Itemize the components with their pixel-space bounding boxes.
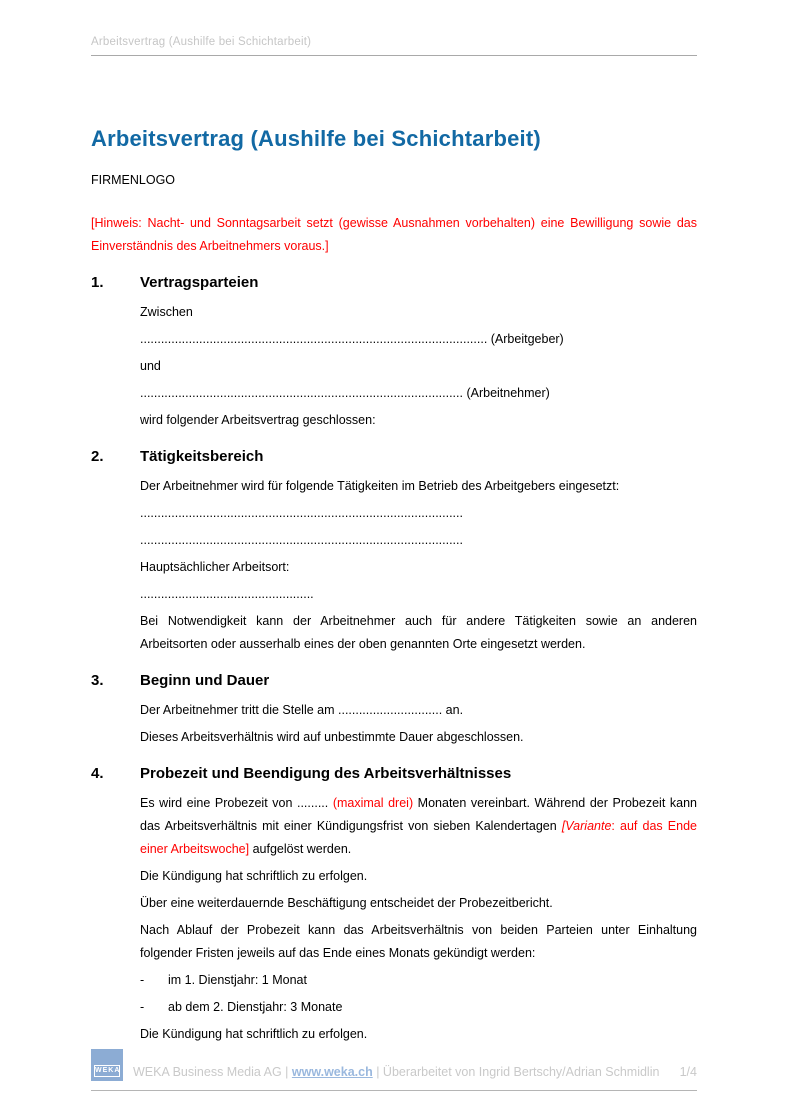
footer-text [133, 1065, 670, 1081]
dotted-blank-activity-2: ............................................................................................. [140, 533, 463, 547]
section-4-title: Probezeit und Beendigung des Arbeitsverhältnisses [140, 765, 512, 782]
paragraph-stellenantritt [140, 699, 697, 722]
stellenantritt-text-end: an. [442, 703, 464, 717]
paragraph-taetigkeiten-intro: Der Arbeitnehmer wird für folgende Tätigkeiten im Betrieb des Arbeitgebers eingesetzt: [140, 479, 620, 493]
blank-line-employer [140, 328, 697, 351]
footer-credit: Überarbeitet von Ingrid Bertschy/Adrian Schmidlin [382, 1065, 660, 1079]
section-3-number: 3. [91, 672, 104, 689]
red-variante-text: : auf das Ende einer Arbeitswoche] [140, 819, 701, 856]
paragraph-kuendigung-schriftlich-1: Die Kündigung hat schriftlich zu erfolgen. [140, 869, 368, 883]
section-taetigkeitsbereich [91, 447, 700, 656]
paragraph-contract-close: wird folgender Arbeitsvertrag geschlossen: [140, 413, 376, 427]
bullet-dash: - [140, 1000, 145, 1014]
running-header-title: Arbeitsvertrag (Aushilfe bei Schichtarbeit) [91, 36, 312, 48]
weka-logo [91, 1049, 123, 1081]
section-2-number: 2. [91, 448, 104, 465]
section-4-number: 4. [91, 765, 104, 782]
dotted-blank-employer: .................................................................................................... [140, 332, 488, 346]
stellenantritt-text-start: Der Arbeitnehmer tritt die Stelle am [140, 703, 338, 717]
paragraph-notwendigkeit: Bei Notwendigkeit kann der Arbeitnehmer auch für andere Tätigkeiten sowie an anderen Arbeitsorten oder ausserhalb eines der oben genannten Orte eingesetzt werden. [140, 614, 700, 651]
blank-line-arbeitsort [140, 583, 697, 606]
red-note-maximal-drei: (maximal drei) [332, 796, 414, 810]
page-number: 1/4 [679, 1065, 697, 1079]
document-body [91, 113, 701, 1050]
bullet-dash: - [140, 973, 145, 987]
weka-logo-wordmark: WEKA [94, 1065, 120, 1077]
company-logo-placeholder: FIRMENLOGO [91, 173, 176, 187]
list-item-dienstjahr-2 [140, 996, 697, 1019]
dotted-blank-employee: ............................................................................................. [140, 386, 463, 400]
footer-weka-link[interactable]: www.weka.ch [291, 1065, 373, 1079]
section-1-title: Vertragsparteien [140, 274, 259, 291]
list-item-dienstjahr-1 [140, 969, 697, 992]
bullet-text-1: im 1. Dienstjahr: 1 Monat [168, 973, 307, 987]
section-vertragsparteien [91, 273, 697, 432]
paragraph-zwischen: Zwischen [140, 305, 193, 319]
section-2-heading [91, 447, 697, 466]
bullet-text-2: ab dem 2. Dienstjahr: 3 Monate [168, 1000, 343, 1014]
probezeit-run-1: Es wird eine Probezeit von [140, 796, 297, 810]
paragraph-und: und [140, 359, 161, 373]
footer-separator-2: | [372, 1065, 383, 1079]
blank-line-activity-2 [140, 529, 697, 552]
paragraph-nach-ablauf: Nach Ablauf der Probezeit kann das Arbeitsverhältnis von beiden Parteien unter Einhaltung folgender Fristen jeweils auf das Ende eines Monats gekündigt werden: [140, 923, 701, 960]
paragraph-probezeit [140, 792, 701, 861]
section-3-heading [91, 671, 697, 690]
paragraph-arbeitsort: Hauptsächlicher Arbeitsort: [140, 560, 290, 574]
section-2-title: Tätigkeitsbereich [140, 448, 264, 465]
paragraph-kuendigung-schriftlich-2: Die Kündigung hat schriftlich zu erfolgen. [140, 1027, 368, 1041]
running-header [91, 0, 697, 56]
probezeit-run-4: aufgelöst werden. [249, 842, 352, 856]
probezeit-run-3: Monaten vereinbart. Während der Probezeit kann das Arbeitsverhältnis mit einer Kündigungsfrist von sieben Kalendertagen [140, 796, 701, 833]
section-4-heading [91, 764, 697, 783]
section-1-heading [91, 273, 697, 292]
red-variante-label: [Variante [561, 819, 612, 833]
paragraph-unbestimmte-dauer: Dieses Arbeitsverhältnis wird auf unbestimmte Dauer abgeschlossen. [140, 730, 524, 744]
footer-row [91, 1049, 697, 1091]
label-arbeitnehmer: (Arbeitnehmer) [462, 386, 550, 400]
dotted-blank-arbeitsort: .................................................. [140, 587, 314, 601]
dotted-blank-probezeit: ......... [296, 796, 329, 810]
section-3-title: Beginn und Dauer [140, 672, 270, 689]
dotted-blank-activity-1: ............................................................................................. [140, 506, 463, 520]
blank-line-employee [140, 382, 697, 405]
footer-separator-1: | [281, 1065, 292, 1079]
document-title: Arbeitsvertrag (Aushilfe bei Schichtarbeit) [91, 126, 541, 151]
footer-company: WEKA Business Media AG [133, 1065, 282, 1079]
section-beginn-und-dauer [91, 671, 697, 749]
paragraph-probezeitbericht: Über eine weiterdauernde Beschäftigung entscheidet der Probezeitbericht. [140, 896, 553, 910]
blank-line-activity-1 [140, 502, 697, 525]
legal-hint: [Hinweis: Nacht- und Sonntagsarbeit setzt (gewisse Ausnahmen vorbehalten) eine Bewilligung sowie das Einverständnis des Arbeitnehmers voraus.] [91, 216, 701, 253]
label-arbeitgeber: (Arbeitgeber) [487, 332, 564, 346]
section-probezeit [91, 764, 701, 1046]
dotted-blank-date: .............................. [338, 703, 443, 717]
page-footer [91, 1049, 697, 1091]
section-1-number: 1. [91, 274, 104, 291]
